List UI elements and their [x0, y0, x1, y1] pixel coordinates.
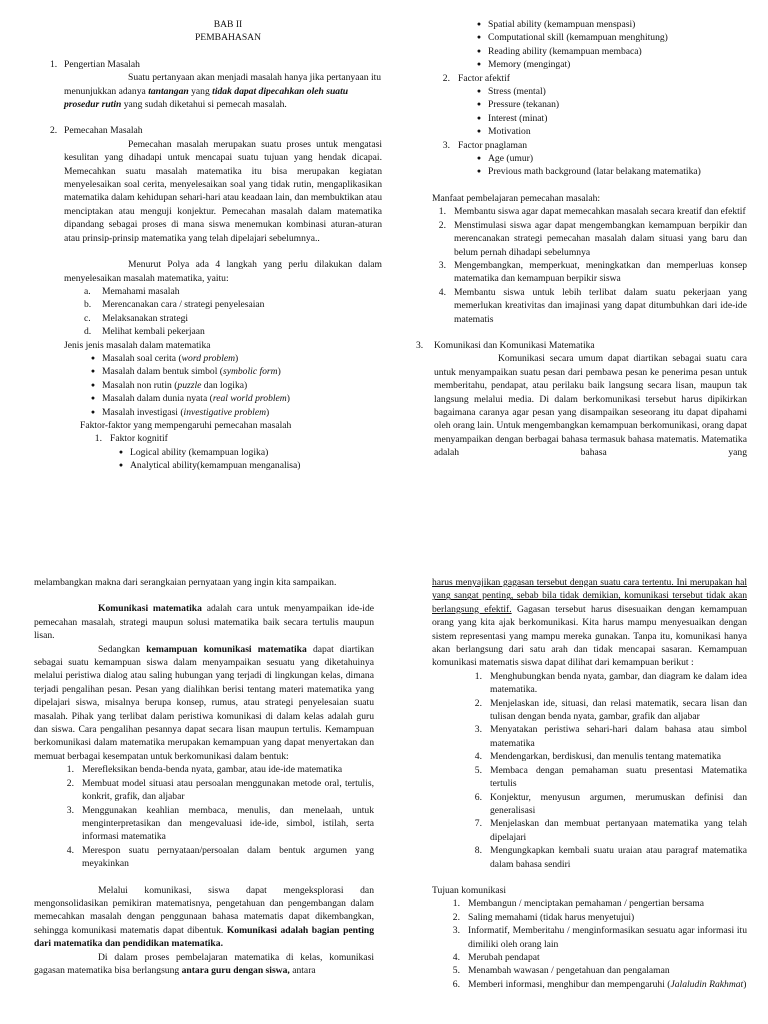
list-number: 1.: [66, 764, 74, 776]
bullet-icon: ●: [118, 447, 124, 456]
section-heading-1: [34, 58, 382, 71]
problem-type-item: [34, 392, 382, 405]
factor-item: [402, 72, 747, 85]
list-text: Memory (mengingat): [488, 59, 571, 71]
list-text: Faktor kognitif: [110, 433, 168, 445]
bullet-icon: ●: [476, 127, 482, 136]
bold-sentence: Komunikasi adalah bagian penting dari matematika dan pendidikan matematika.: [34, 924, 374, 950]
list-item: [34, 312, 382, 325]
list-letter: b.: [84, 299, 92, 311]
text-run: ): [266, 406, 270, 418]
section-title: Komunikasi dan Komunikasi Matematika: [434, 339, 595, 351]
text-run: Masalah dalam bentuk simbol (: [102, 366, 223, 378]
italic-term: puzzle: [177, 379, 202, 391]
text-run: Di dalam proses pembelajaran matematika di kelas, komunikasi gagasan matematika bisa berlangsung: [34, 951, 374, 976]
list-number: 6.: [474, 791, 482, 803]
problem-type-item: [34, 379, 382, 392]
goal-item: [402, 911, 747, 924]
benefit-item: [402, 259, 747, 286]
list-number: 3.: [66, 804, 74, 816]
cognitive-item: [34, 459, 382, 472]
list-letter: d.: [84, 326, 92, 338]
section-title: Pemecahan Masalah: [64, 125, 143, 137]
list-text: Menghubungkan benda nyata, gambar, dan diagram ke dalam idea matematika.: [490, 670, 747, 696]
text-run: Masalah soal cerita (: [102, 352, 182, 364]
list-text: Memahami masalah: [102, 285, 180, 297]
list-text: Merencanakan cara / strategi penyelesaian: [102, 299, 265, 311]
list-text: Mengungkapkan kembali suatu uraian atau paragraf matematika dalam bahasa sendiri: [490, 845, 747, 870]
text-run: ): [235, 352, 239, 364]
list-text: Menjelaskan dan membuat pertanyaan matematika yang telah dipelajari: [490, 818, 747, 843]
document-page-1: [34, 18, 382, 518]
text-run: antara: [289, 964, 316, 976]
list-text: [102, 365, 281, 378]
problem-type-item: [34, 365, 382, 378]
list-number: 6.: [452, 978, 460, 990]
abilities-list: [402, 670, 747, 871]
polya-steps-list: [34, 285, 382, 339]
benefit-item: [402, 219, 747, 259]
italic-term: investigative problem: [183, 406, 267, 418]
list-text: Logical ability (kemampuan logika): [130, 446, 269, 458]
list-number: 3.: [442, 139, 450, 151]
paragraph: [34, 951, 374, 978]
list-text: [102, 379, 247, 392]
text-run: dapat diartikan sebagai suatu kemampuan siswa dalam menyampaikan sesuatu yang diketahuinya melalui peristiwa dialog atau saling hubungan yang terjadi di lingkungan kelas, dimana terjadi pengalihan pesan. Pesan yang dialihkan berisi tentang materi matematika yang dipelajari siswa, misalnya berupa konsep, rumus, atau strategi penyelesaian suatu masalah. Pihak yang terlibat dalam peristiwa komunikasi di dalam kelas adalah guru dan siswa. Cara pengalihan pesannya dapat secara lisan maupun tertulis. Kemampuan berkomunikasi dalam matematika merupakan kemampuan yang dapat menyertakan dan memuat berbagai kesempatan untuk berkomunikasi dalam bentuk:: [34, 643, 374, 762]
text-run: dan logika): [201, 379, 248, 391]
italic-term: real world problem: [212, 393, 287, 405]
bullet-icon: ●: [90, 380, 96, 389]
communication-form-item: [34, 804, 374, 844]
list-text: Spatial ability (kemampuan menspasi): [488, 19, 636, 30]
list-number: 2.: [438, 219, 446, 231]
section-number: 2.: [50, 125, 58, 137]
affective-item: [402, 85, 747, 98]
list-text: Membaca dengan pemahaman suatu presentasi Matematika tertulis: [490, 764, 747, 790]
list-text: Menyatakan peristiwa sehari-hari dalam bahasa atau simbol matematika: [490, 724, 747, 749]
list-number: 1.: [94, 433, 102, 445]
list-text: Merubah pendapat: [468, 951, 540, 963]
list-text: Factor pnaglaman: [458, 139, 527, 151]
list-text: Merefleksikan benda-benda nyata, gambar, atau ide-ide matematika: [82, 764, 343, 776]
emphasis-text: tantangan: [148, 85, 189, 97]
chapter-title: PEMBAHASAN: [194, 32, 262, 44]
list-text: Pressure (tekanan): [488, 99, 560, 111]
section-1-body: [34, 71, 382, 111]
goal-item: [402, 978, 747, 991]
list-text: [102, 406, 269, 419]
list-text: Merespon suatu pernyataan/persoalan dalam bentuk argumen yang meyakinkan: [82, 844, 374, 870]
experience-factors-list: [402, 152, 747, 179]
document-page-3: [34, 576, 374, 1024]
chapter-number: BAB II: [213, 19, 243, 30]
list-text: Membantu siswa agar dapat memecahkan masalah secara kreatif dan efektif: [454, 206, 746, 218]
bullet-icon: ●: [476, 113, 482, 122]
italic-term: word problem: [181, 352, 236, 364]
text-run: Masalah non rutin (: [102, 379, 178, 391]
list-text: Mendengarkan, berdiskusi, dan menulis tentang matematika: [490, 751, 721, 763]
emphasis-text: tidak dapat dipecahkan oleh suatu prosedur rutin: [64, 85, 349, 111]
bullet-icon: ●: [476, 33, 482, 42]
section-number: 1.: [50, 58, 58, 70]
list-number: 3.: [452, 925, 460, 937]
text-run: adalah cara untuk menyampaikan ide-ide pemecahan masalah, strategi maupun solusi matematika baik secara tertulis maupun lisan.: [34, 603, 374, 642]
bold-phrase: antara guru dengan siswa,: [181, 964, 290, 976]
list-number: 4.: [66, 844, 74, 856]
list-text: Menambah wawasan / pengetahuan dan pengalaman: [468, 965, 670, 977]
benefits-list: [402, 205, 747, 326]
experience-item: [402, 152, 747, 165]
cognitive-factors-list-continued: [402, 18, 747, 72]
text-run: Sedangkan: [98, 643, 147, 655]
list-text: Menggunakan keahlian membaca, menulis, dan menelaah, untuk menginterpretasikan dan mengevaluasi ide-ide, simbol, istilah, serta informasi matematika: [82, 804, 374, 843]
bullet-icon: ●: [90, 353, 96, 362]
text-run: ): [277, 366, 281, 378]
cognitive-item: [402, 18, 747, 31]
bullet-icon: ●: [90, 407, 96, 416]
list-text: Informatif, Memberitahu / menginformasikan sesuatu agar informasi itu dimiliki oleh orang lain: [468, 925, 747, 950]
list-number: 7.: [474, 818, 482, 830]
bullet-icon: ●: [476, 20, 482, 28]
list-number: 2.: [452, 911, 460, 923]
list-text: Computational skill (kemampuan menghitung): [488, 32, 668, 44]
ability-item: [402, 844, 747, 871]
text-run: Memberi informasi, menghibur dan mempengaruhi (: [468, 978, 671, 990]
affective-item: [402, 98, 747, 111]
list-number: 2.: [442, 72, 450, 84]
underlined-text: harus menyajikan gagasan tersebut dengan suatu cara tertentu. Ini merupakan hal yang sangat penting, sebab bila tidak demikian, komunikasi tersebut tidak akan berlangsung efektif.: [432, 577, 747, 615]
list-letter: a.: [84, 285, 91, 297]
communication-form-item: [34, 763, 374, 776]
bullet-icon: ●: [476, 154, 482, 163]
bullet-icon: ●: [476, 60, 482, 69]
paragraph: melambangkan makna dari serangkaian pernyataan yang ingin kita sampaikan.: [34, 577, 337, 588]
section-heading-3: [402, 339, 747, 352]
ability-item: [402, 697, 747, 724]
cognitive-item: [402, 31, 747, 44]
goal-item: [402, 897, 747, 910]
paragraph: [34, 602, 374, 642]
list-title: Tujuan komunikasi: [432, 884, 507, 896]
ability-item: [402, 817, 747, 844]
bullet-icon: ●: [118, 461, 124, 470]
list-number: 3.: [438, 259, 446, 271]
communication-form-item: [34, 777, 374, 804]
problem-type-item: [34, 352, 382, 365]
bullet-icon: ●: [90, 394, 96, 403]
ability-item: [402, 791, 747, 818]
text-run: yang sudah diketahui si pemecah masalah.: [121, 99, 287, 111]
list-text: Previous math background (latar belakang matematika): [488, 166, 701, 178]
list-title: Jenis jenis masalah dalam matematika: [64, 339, 211, 351]
paragraph: Pemecahan masalah merupakan suatu proses untuk mengatasi kesulitan yang dihadapi untuk mencapai suatu tujuan yang hendak dicapai. Memecahkan suatu masalah matematika itu bisa merupakan kegiatan menyelesaikan soal cerita, menyelesaikan soal yang tidak rutin, mengaplikasikan matematika dalam kehidupan sehari-hari atau keadaan lain, dan membuktikan atau menciptakan atau menguji konjektur. Pemecahan masalah dalam matematika dipandang sebagai proses di mana siswa menemukan kombinasi aturan-aturan atau prinsip-prinsip matematika yang telah dipelajari sebelumnya..: [64, 138, 382, 244]
benefit-item: [402, 286, 747, 326]
list-number: 5.: [474, 764, 482, 776]
list-text: Motivation: [488, 126, 531, 138]
goal-item: [402, 951, 747, 964]
list-number: 4.: [474, 751, 482, 763]
ability-item: [402, 670, 747, 697]
list-title: Faktor-faktor yang mempengaruhi pemecahan masalah: [80, 419, 292, 431]
paragraph: [432, 576, 747, 670]
list-text: Mengembangkan, memperkuat, meningkatkan dan memperluas konsep matematika dan kemampuan berpikir siswa: [454, 259, 747, 285]
affective-factors-list: [402, 85, 747, 139]
citation-name: Jalaludin Rakhmat: [670, 978, 744, 990]
italic-term: symbolic form: [222, 366, 278, 378]
list-text: Interest (minat): [488, 112, 548, 124]
list-text: Membantu siswa untuk lebih terlibat dalam suatu pekerjaan yang memerlukan kreativitas dan imajinasi yang dapat ditumbuhkan dari ide-ide matematis: [454, 286, 747, 325]
text-run: ): [743, 978, 747, 990]
list-text: [468, 978, 747, 991]
ability-item: [402, 723, 747, 750]
paragraph: Menurut Polya ada 4 langkah yang perlu dilakukan dalam menyelesaikan masalah matematika, yaitu:: [64, 259, 382, 284]
list-number: 2.: [66, 777, 74, 789]
goal-item: [402, 964, 747, 977]
text-run: Masalah investigasi (: [102, 406, 184, 418]
page-separator: [0, 530, 768, 570]
ability-item: [402, 764, 747, 791]
factor-item: [402, 139, 747, 152]
bullet-icon: ●: [476, 100, 482, 109]
cognitive-item: [34, 446, 382, 459]
document-page-4: [402, 576, 747, 1024]
problem-type-item: [34, 406, 382, 419]
list-number: 3.: [474, 724, 482, 736]
list-text: Melihat kembali pekerjaan: [102, 326, 205, 338]
text-run: Melalui komunikasi, siswa dapat mengeksplorasi dan mengonsolidasikan pemikiran matematisnya, pengetahuan dan pengembangan dalam memecahkan masalah dengan penggunaan bahasa matematis dapat dikembangkan, sehingga komunikasi matematis dapat dibentuk.: [34, 884, 374, 936]
bullet-icon: ●: [90, 367, 96, 376]
bullet-icon: ●: [476, 87, 482, 96]
affective-item: [402, 112, 747, 125]
cognitive-item: [402, 58, 747, 71]
cognitive-item: [402, 45, 747, 58]
list-text: Age (umur): [488, 153, 534, 165]
experience-item: [402, 165, 747, 178]
list-number: 1.: [438, 206, 446, 218]
list-text: [102, 392, 290, 405]
communication-forms-list: [34, 763, 374, 870]
list-text: Reading ability (kemampuan membaca): [488, 45, 642, 57]
text-run: yang: [188, 85, 213, 97]
paragraph: [34, 884, 374, 951]
paragraph: Suatu pertanyaan akan menjadi masalah hanya jika pertanyaan itu: [128, 72, 382, 84]
bold-term: Komunikasi matematika: [98, 603, 202, 615]
goal-item: [402, 924, 747, 951]
list-text: Konjektur, menyusun argumen, merumuskan definisi dan generalisasi: [490, 791, 747, 816]
list-number: 1.: [452, 898, 460, 910]
list-text: Menjelaskan ide, situasi, dan relasi matematik, secara lisan dan tulisan dengan benda nyata, gambar, grafik dan aljabar: [490, 697, 747, 723]
list-number: 5.: [452, 965, 460, 977]
list-number: 8.: [474, 845, 482, 857]
ability-item: [402, 750, 747, 763]
paragraph: [64, 85, 382, 112]
list-item: [34, 325, 382, 338]
affective-item: [402, 125, 747, 138]
list-number: 2.: [474, 697, 482, 709]
list-text: [102, 352, 238, 365]
text-run: Gagasan tersebut harus disesuaikan dengan kemampuan orang yang kita ajak berkomunikasi. Kita harus mampu menyesuaikan dengan sistem representasi yang mampu mereka gunakan. Tanpa itu, komunikasi hanya akan berlangsung dari satu arah dan tidak mencapai sasaran. Kemampuan komunikasi matematis siswa dapat dilihat dari kemampuan berikut :: [432, 603, 747, 669]
paragraph: Komunikasi secara umum dapat diartikan sebagai suatu cara untuk menyampaikan suatu pesan dari pembawa pesan ke penerima pesan untuk memberitahu, pendapat, atau perilaku baik langsung secara lisan, maupun tak langsung melalui media. Di dalam berkomunikasi tersebut harus dipikirkan bagaimana caranya agar pesan yang disampaikan seseorang itu dapat dipahami oleh orang lain. Untuk mengembangkan kemampuan berkomunikasi, orang dapat menyampaikan dengan berbagai bahasa termasuk bahasa matematis. Matematika adalah bahasa yang: [434, 353, 747, 459]
list-text: Membangun / menciptakan pemahaman / pengertian bersama: [468, 898, 705, 910]
cognitive-factors-list: [34, 446, 382, 473]
paragraph: [34, 643, 374, 764]
section-number: 3.: [416, 339, 424, 351]
list-number: 4.: [452, 951, 460, 963]
text-run: ): [286, 393, 290, 405]
list-item: [34, 285, 382, 298]
bullet-icon: ●: [476, 167, 482, 176]
benefit-item: [402, 205, 747, 218]
list-item: [34, 298, 382, 311]
list-text: Analytical ability(kemampuan menganalisa): [130, 460, 301, 472]
bold-term: kemampuan komunikasi matematika: [146, 643, 307, 655]
communication-goals-list: [402, 897, 747, 977]
document-page-2: [402, 18, 747, 518]
problem-types-list: [34, 352, 382, 419]
list-title: Manfaat pembelajaran pemecahan masalah:: [432, 192, 601, 204]
list-letter: c.: [84, 312, 91, 324]
list-text: Factor afektif: [458, 72, 510, 84]
list-text: Saling memahami (tidak harus menyetujui): [468, 911, 635, 923]
section-title: Pengertian Masalah: [64, 58, 140, 70]
list-text: Menstimulasi siswa agar dapat mengembangkan kemampuan berpikir dan merencanakan strategi pemecahan masalah dalam situasi yang baru dan belum pernah dihadapi sebelumnya: [454, 219, 747, 258]
text-run: Masalah dalam dunia nyata (: [102, 393, 213, 405]
text-run: menunjukkan adanya: [64, 85, 149, 97]
list-text: Membuat model situasi atau persoalan menggunakan metode oral, tertulis, konkrit, grafik, dan aljabar: [82, 777, 374, 803]
list-text: Melaksanakan strategi: [102, 312, 189, 324]
bullet-icon: ●: [476, 46, 482, 55]
list-number: 1.: [474, 670, 482, 682]
list-text: Stress (mental): [488, 86, 546, 98]
communication-form-item: [34, 844, 374, 871]
list-number: 4.: [438, 286, 446, 298]
factor-item: [34, 432, 382, 445]
section-heading-2: [34, 124, 382, 137]
